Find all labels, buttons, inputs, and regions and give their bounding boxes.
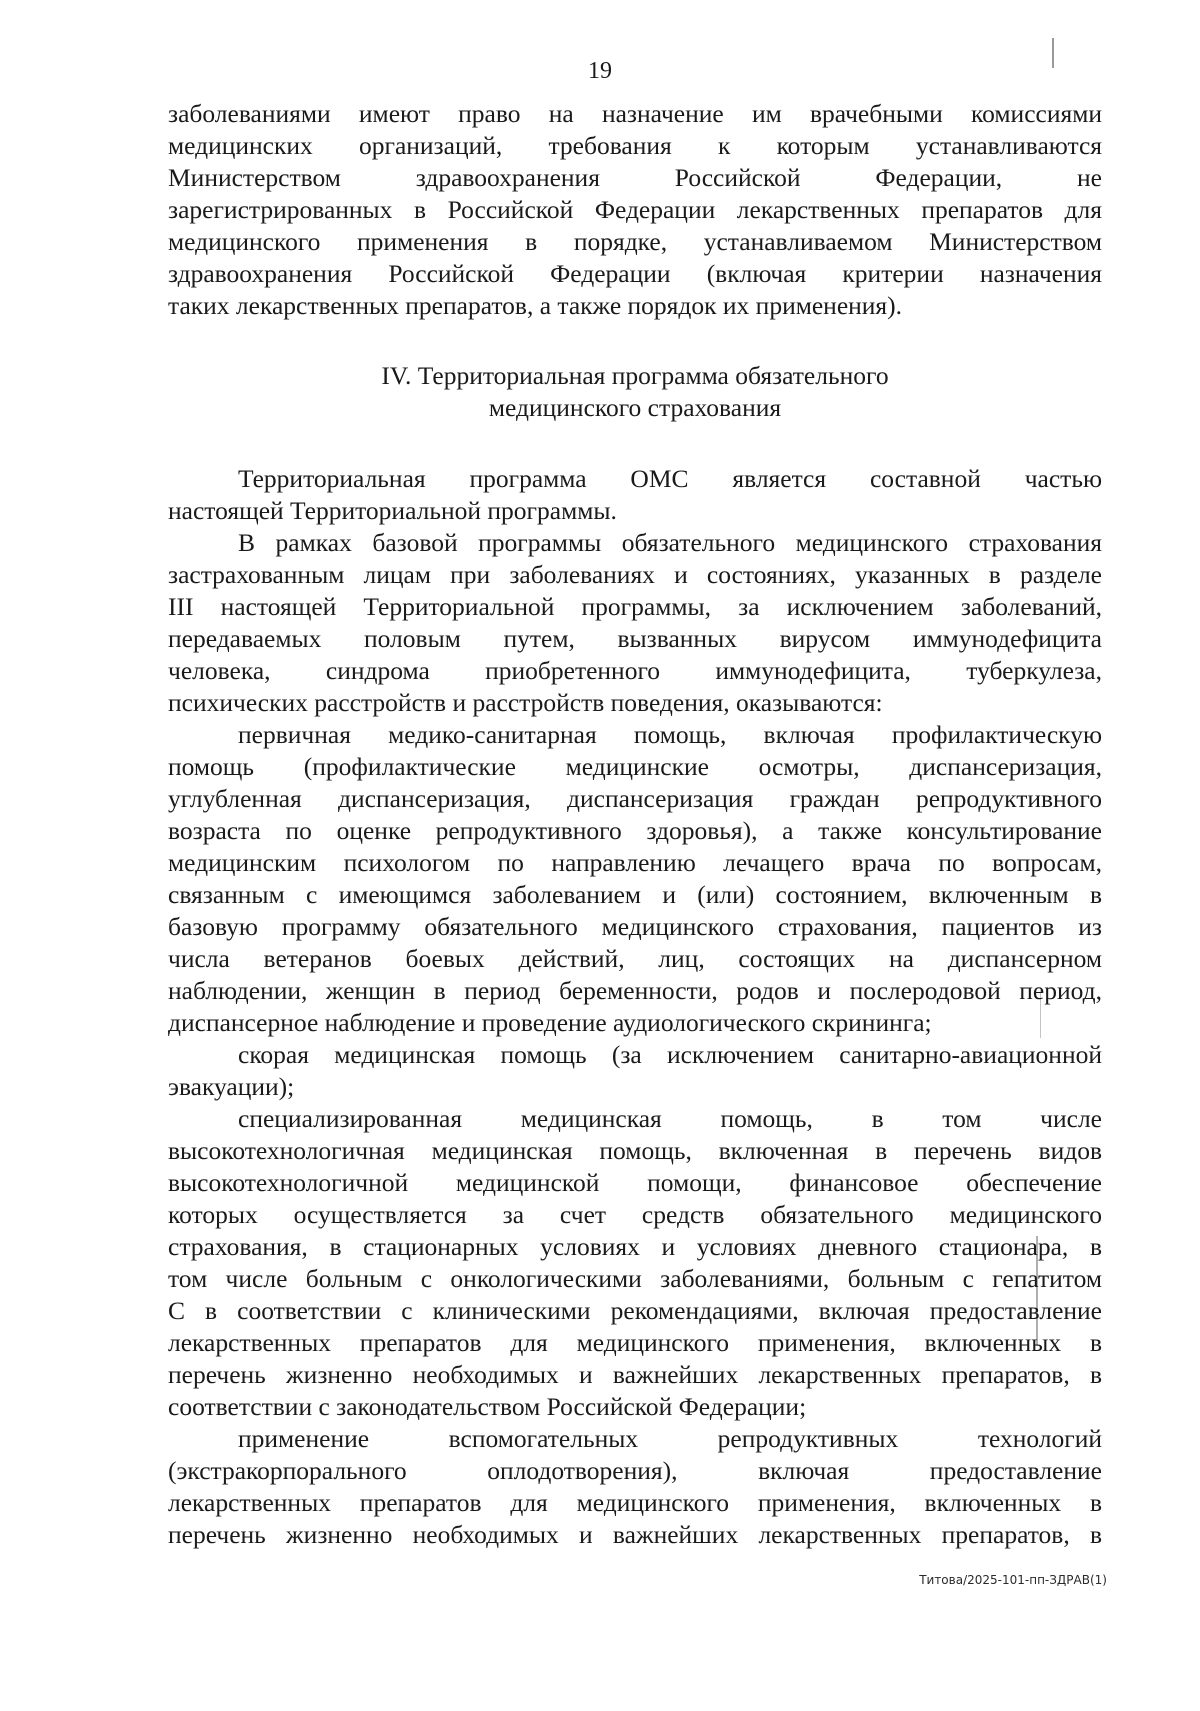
- text-line: эвакуации);: [168, 1072, 295, 1101]
- text-line: заболеваниями имеют право на назначение им врачебными комиссиями: [168, 99, 1102, 128]
- paragraph-territorial-program: [168, 463, 1102, 527]
- section-heading: [168, 360, 1102, 424]
- text-line: медицинских организаций, требования к которым устанавливаются: [168, 131, 1102, 160]
- text-line: психических расстройств и расстройств поведения, оказываются:: [168, 688, 883, 717]
- text-line: углубленная диспансеризация, диспансеризация граждан репродуктивного: [168, 784, 1102, 813]
- text-line: настоящей Территориальной программы.: [168, 496, 617, 525]
- text-line: соответствии с законодательством Российской Федерации;: [168, 1392, 807, 1421]
- text-line: высокотехнологичная медицинская помощь, включенная в перечень видов: [168, 1136, 1102, 1165]
- text-line: специализированная медицинская помощь, в том числе: [238, 1104, 1102, 1133]
- text-line: связанным с имеющимся заболеванием и (или) состоянием, включенным в: [168, 880, 1102, 909]
- text-line: помощь (профилактические медицинские осмотры, диспансеризация,: [168, 752, 1102, 781]
- paragraph-emergency-care: [168, 1039, 1102, 1103]
- intro-paragraph: [168, 98, 1102, 322]
- text-line: зарегистрированных в Российской Федерации лекарственных препаратов для: [168, 195, 1102, 224]
- text-line: перечень жизненно необходимых и важнейших лекарственных препаратов, в: [168, 1520, 1102, 1549]
- text-line: возраста по оценке репродуктивного здоровья), а также консультирование: [168, 816, 1102, 845]
- text-line: диспансерное наблюдение и проведение аудиологического скрининга;: [168, 1008, 932, 1037]
- document-body: [168, 98, 1102, 1551]
- text-line: В рамках базовой программы обязательного медицинского страхования: [238, 528, 1102, 557]
- text-line: (экстракорпорального оплодотворения), включая предоставление: [168, 1456, 1102, 1485]
- text-line: Министерством здравоохранения Российской Федерации, не: [168, 163, 1102, 192]
- document-footer-id: Титова/2025-101-пп-ЗДРАВ(1): [919, 1573, 1107, 1587]
- text-line: таких лекарственных препаратов, а также порядок их применения).: [168, 291, 903, 320]
- text-line: медицинского применения в порядке, устанавливаемом Министерством: [168, 227, 1102, 256]
- paragraph-base-program: [168, 527, 1102, 719]
- text-line: перечень жизненно необходимых и важнейших лекарственных препаратов, в: [168, 1360, 1102, 1389]
- paragraph-primary-care: [168, 719, 1102, 1039]
- text-line: базовую программу обязательного медицинского страхования, пациентов из: [168, 912, 1102, 941]
- text-line: том числе больным с онкологическими заболеваниями, больным с гепатитом: [168, 1264, 1102, 1293]
- text-line: застрахованным лицам при заболеваниях и состояниях, указанных в разделе: [168, 560, 1102, 589]
- text-line: лекарственных препаратов для медицинского применения, включенных в: [168, 1328, 1102, 1357]
- text-line: III настоящей Территориальной программы, за исключением заболеваний,: [168, 592, 1102, 621]
- paragraph-assisted-reproduction: [168, 1423, 1102, 1551]
- text-line: Территориальная программа ОМС является составной частью: [238, 464, 1102, 493]
- text-line: которых осуществляется за счет средств обязательного медицинского: [168, 1200, 1102, 1229]
- text-line: применение вспомогательных репродуктивных технологий: [238, 1424, 1102, 1453]
- paragraph-specialized-care: [168, 1103, 1102, 1423]
- text-line: страхования, в стационарных условиях и условиях дневного стационара, в: [168, 1232, 1102, 1261]
- text-line: числа ветеранов боевых действий, лиц, состоящих на диспансерном: [168, 944, 1102, 973]
- text-line: высокотехнологичной медицинской помощи, финансовое обеспечение: [168, 1168, 1102, 1197]
- scan-edge-mark-top: [1052, 38, 1054, 68]
- section-heading-line: медицинского страхования: [488, 393, 782, 422]
- text-line: скорая медицинская помощь (за исключением санитарно-авиационной: [238, 1040, 1102, 1069]
- text-line: медицинским психологом по направлению лечащего врача по вопросам,: [168, 848, 1102, 877]
- section-heading-line: IV. Территориальная программа обязательного: [381, 361, 889, 390]
- text-line: передаваемых половым путем, вызванных вирусом иммунодефицита: [168, 624, 1102, 653]
- text-line: лекарственных препаратов для медицинского применения, включенных в: [168, 1488, 1102, 1517]
- text-line: первичная медико-санитарная помощь, включая профилактическую: [238, 720, 1102, 749]
- text-line: наблюдении, женщин в период беременности, родов и послеродовой период,: [168, 976, 1102, 1005]
- text-line: здравоохранения Российской Федерации (включая критерии назначения: [168, 259, 1102, 288]
- page-number: 19: [588, 58, 612, 84]
- text-line: С в соответствии с клиническими рекомендациями, включая предоставление: [168, 1296, 1102, 1325]
- text-line: человека, синдрома приобретенного иммунодефицита, туберкулеза,: [168, 656, 1102, 685]
